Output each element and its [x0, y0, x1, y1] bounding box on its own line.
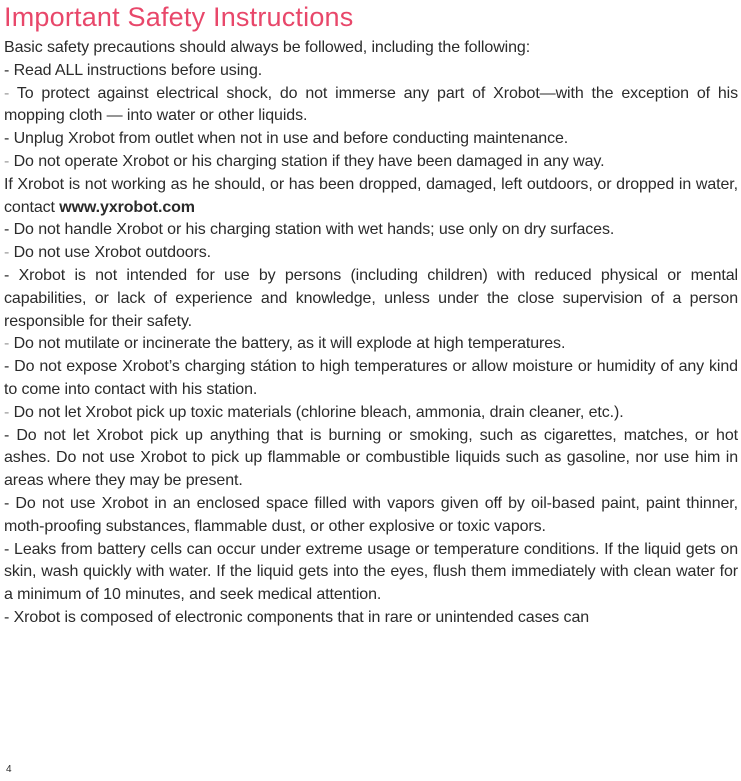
page-title: Important Safety Instructions — [4, 2, 354, 32]
instruction-text: Do not let Xrobot pick up anything that is burning or smoking, such as cigarettes, matches, or hot ashes. Do not use Xrobot to pick up flammable or combustible liquids such as gasoline, nor use him in areas where they may be present. — [4, 426, 738, 490]
bullet-dash: - — [4, 358, 10, 376]
website-link[interactable]: www.yxrobot.com — [59, 198, 195, 216]
instruction-text: Do not let Xrobot pick up toxic materials (chlorine bleach, ammonia, drain cleaner, etc.). — [13, 403, 624, 421]
bullet-dash: - — [4, 540, 10, 558]
instruction-item — [4, 128, 738, 151]
instruction-item — [4, 151, 738, 174]
instruction-item — [4, 265, 738, 333]
instruction-text: Read ALL instructions before using. — [13, 61, 263, 79]
instruction-item — [4, 425, 738, 493]
instruction-item — [4, 83, 738, 129]
instruction-text: Do not use Xrobot outdoors. — [13, 244, 212, 262]
contact-paragraph — [4, 174, 738, 220]
instruction-item — [4, 539, 738, 607]
instruction-item — [4, 607, 738, 630]
bullet-dash: - — [4, 130, 10, 148]
instruction-item — [4, 493, 738, 539]
instruction-item — [4, 402, 738, 425]
instruction-text: Unplug Xrobot from outlet when not in use and before conducting maintenance. — [13, 130, 569, 148]
instruction-text: Leaks from battery cells can occur under extreme usage or temperature conditions. If the liquid gets on skin, wash quickly with water. If the liquid gets into the eyes, flush them immediately with clean water for a minimum of 10 minutes, and seek medical attention. — [4, 540, 738, 604]
instruction-item — [4, 219, 738, 242]
instruction-text: Do not operate Xrobot or his charging station if they have been damaged in any way. — [13, 152, 605, 170]
bullet-dash: - — [4, 61, 10, 79]
instruction-text: Xrobot is not intended for use by persons (including children) with reduced physical or mental capabilities, or lack of experience and knowledge, unless under the close supervision of a person responsible for their safety. — [4, 266, 738, 330]
safety-instructions — [4, 37, 738, 630]
bullet-dash: - — [4, 608, 10, 626]
instruction-text: Do not mutilate or incinerate the battery, as it will explode at high temperatures. — [13, 335, 566, 353]
page-number: 4 — [6, 764, 12, 775]
bullet-dash: - — [4, 335, 10, 353]
instruction-text: Xrobot is composed of electronic components that in rare or unintended cases can — [13, 608, 590, 626]
bullet-dash: - — [4, 84, 10, 102]
instruction-item — [4, 242, 738, 265]
bullet-dash: - — [4, 494, 10, 512]
bullet-dash: - — [4, 221, 10, 239]
instruction-item — [4, 60, 738, 83]
instruction-item — [4, 356, 738, 402]
contact-text: If Xrobot is not working as he should, or has been dropped, damaged, left outdoors, or dropped in water, contact — [4, 175, 738, 216]
instruction-item — [4, 333, 738, 356]
bullet-dash: - — [4, 426, 10, 444]
instruction-text: Do not use Xrobot in an enclosed space filled with vapors given off by oil-based paint, paint thinner, moth-proofing substances, flammable dust, or other explosive or toxic vapors. — [4, 494, 738, 535]
bullet-dash: - — [4, 152, 10, 170]
instruction-text: To protect against electrical shock, do not immerse any part of Xrobot—with the exception of his mopping cloth — into water or other liquids. — [4, 84, 739, 125]
bullet-dash: - — [4, 266, 10, 284]
bullet-dash: - — [4, 403, 10, 421]
instruction-text: Do not expose Xrobot’s charging státion to high temperatures or allow moisture or humidity of any kind to come into contact with his station. — [4, 358, 738, 398]
bullet-dash: - — [4, 244, 10, 262]
intro-text: Basic safety precautions should always be followed, including the following: — [4, 39, 531, 56]
instruction-text: Do not handle Xrobot or his charging station with wet hands; use only on dry surfaces. — [13, 221, 615, 239]
